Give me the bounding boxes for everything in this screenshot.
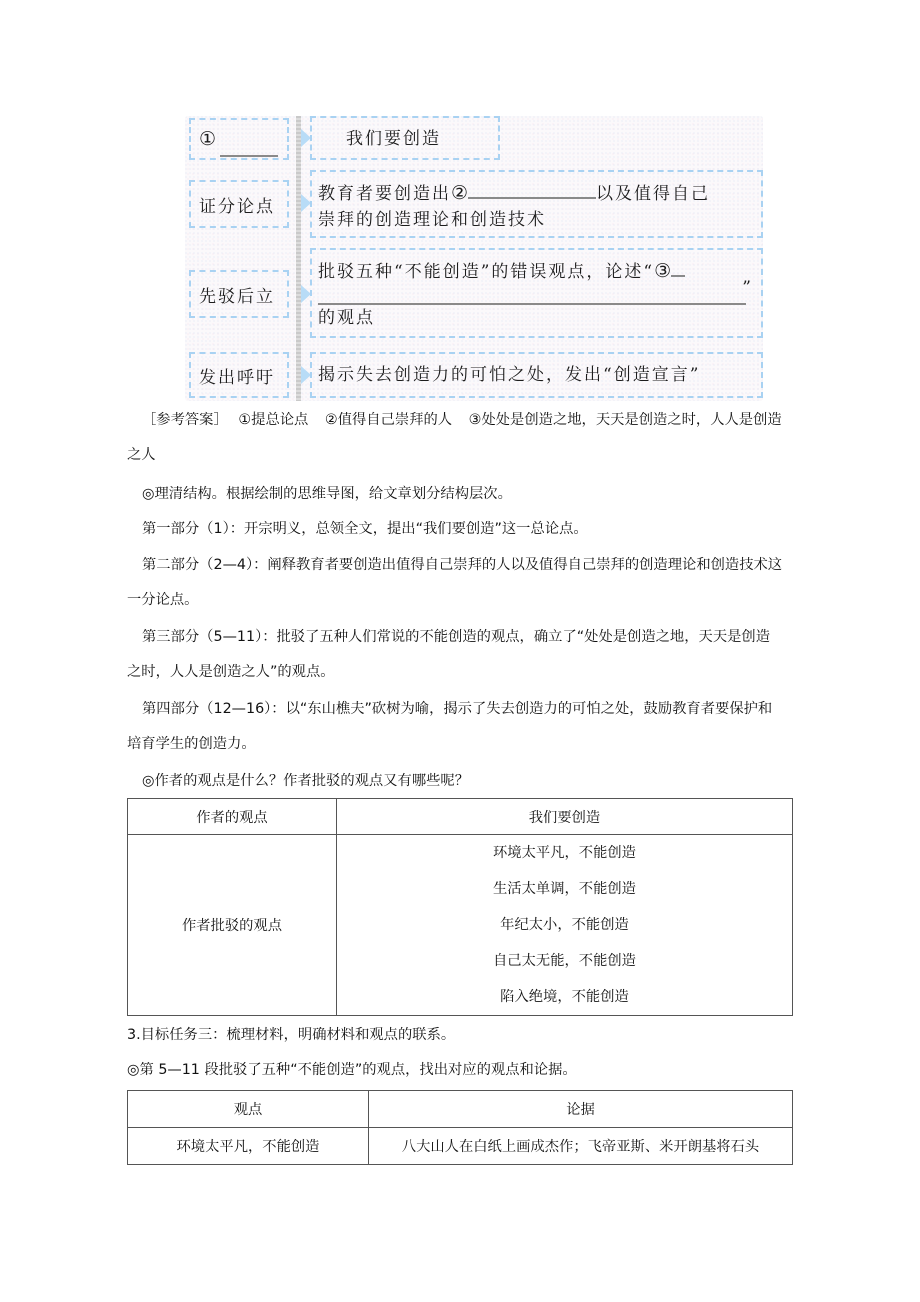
- left-node-3: [189, 270, 289, 318]
- reference-answer: [127, 403, 793, 438]
- right-node-2: [310, 170, 763, 238]
- task3-prompt: ◎第 5—11 段批驳了五种“不能创造”的观点，找出对应的观点和论据。: [127, 1062, 577, 1078]
- table-cell-label: 作者的观点: [128, 799, 337, 835]
- right-node-1: [310, 116, 500, 160]
- node-label: 证分论点: [199, 196, 275, 217]
- part-4-wrap: 培育学生的创造力。: [127, 736, 256, 752]
- node-label: 先驳后立: [199, 286, 275, 307]
- node-label: 发出呼吁: [199, 367, 275, 388]
- left-node-4: [189, 352, 289, 398]
- close-quote: ”: [742, 278, 753, 298]
- node-text: 批驳五种“不能创造”的错误观点，论述“: [318, 262, 655, 282]
- part-3-wrap: 之时，人人是创造之人”的观点。: [127, 664, 335, 680]
- table-cell-value: 我们要创造: [337, 799, 793, 835]
- fill-blank-2[interactable]: [468, 181, 596, 199]
- answer-item-3: ③处处是创造之地，天天是创造之时，人人是创造: [468, 412, 782, 428]
- reference-answer-wrap: 之人: [127, 447, 156, 463]
- fill-blank-3a[interactable]: [671, 259, 685, 277]
- node-text: 崇拜的创造理论和创造技术: [318, 210, 546, 230]
- table-header: 论据: [369, 1091, 793, 1128]
- evidence-table: [127, 1090, 793, 1165]
- blank-marker-1: ①: [199, 128, 217, 150]
- fill-blank-3b[interactable]: [318, 287, 746, 305]
- blank-marker-2: ②: [451, 182, 469, 204]
- list-item: 陷入绝境，不能创造: [500, 989, 629, 1005]
- table-cell: 环境太平凡，不能创造: [128, 1128, 369, 1165]
- node-text: 揭示失去创造力的可怕之处，发出“创造宣言”: [318, 365, 701, 385]
- left-node-2: [189, 180, 289, 228]
- viewpoints-table: [127, 798, 793, 1016]
- structure-prompt: ◎理清结构。根据绘制的思维导图，给文章划分结构层次。: [142, 486, 512, 502]
- table-cell: 八大山人在白纸上画成杰作；飞帝亚斯、米开朗基将石头: [369, 1128, 793, 1165]
- answer-item-1: ①提总论点: [238, 412, 309, 428]
- structure-mind-map: [185, 116, 763, 401]
- left-node-1: [189, 118, 289, 160]
- part-2-wrap: 一分论点。: [127, 592, 199, 608]
- list-item: 环境太平凡，不能创造: [493, 845, 636, 861]
- part-4: 第四部分（12—16）：以“东山樵夫”砍树为喻，揭示了失去创造力的可怕之处，鼓励教育者要保护和: [142, 701, 773, 717]
- right-node-3: [310, 248, 763, 338]
- part-1: 第一部分（1）：开宗明义，总领全文，提出“我们要创造”这一总论点。: [142, 521, 588, 537]
- list-item: 年纪太小，不能创造: [500, 917, 629, 933]
- table-header: 观点: [128, 1091, 369, 1128]
- viewpoints-prompt: ◎作者的观点是什么？作者批驳的观点又有哪些呢？: [142, 773, 470, 789]
- task3-heading: 3.目标任务三：梳理材料，明确材料和观点的联系。: [127, 1027, 456, 1043]
- diagram-spine: [296, 116, 301, 401]
- node-text: 以及值得自己: [596, 184, 711, 204]
- node-text: 的观点: [318, 308, 375, 328]
- refuted-views-list: [337, 835, 793, 1016]
- list-item: 生活太单调，不能创造: [493, 881, 636, 897]
- list-item: 自己太无能，不能创造: [493, 953, 636, 969]
- table-cell-label: 作者批驳的观点: [128, 835, 337, 1016]
- part-3: 第三部分（5—11）：批驳了五种人们常说的不能创造的观点，确立了“处处是创造之地，天天是创造: [142, 629, 771, 645]
- answer-label: ［参考答案］: [142, 412, 228, 428]
- table-row: [128, 1128, 793, 1165]
- right-node-4: [310, 352, 763, 398]
- part-2: 第二部分（2—4）：阐释教育者要创造出值得自己崇拜的人以及值得自己崇拜的创造理论和创造技术这: [142, 557, 783, 573]
- answer-item-2: ②值得自己崇拜的人: [324, 412, 453, 428]
- fill-blank-1[interactable]: [220, 139, 278, 157]
- node-text: 教育者要创造出: [318, 184, 451, 204]
- blank-marker-3: ③: [654, 260, 672, 282]
- node-text: 我们要创造: [346, 129, 441, 149]
